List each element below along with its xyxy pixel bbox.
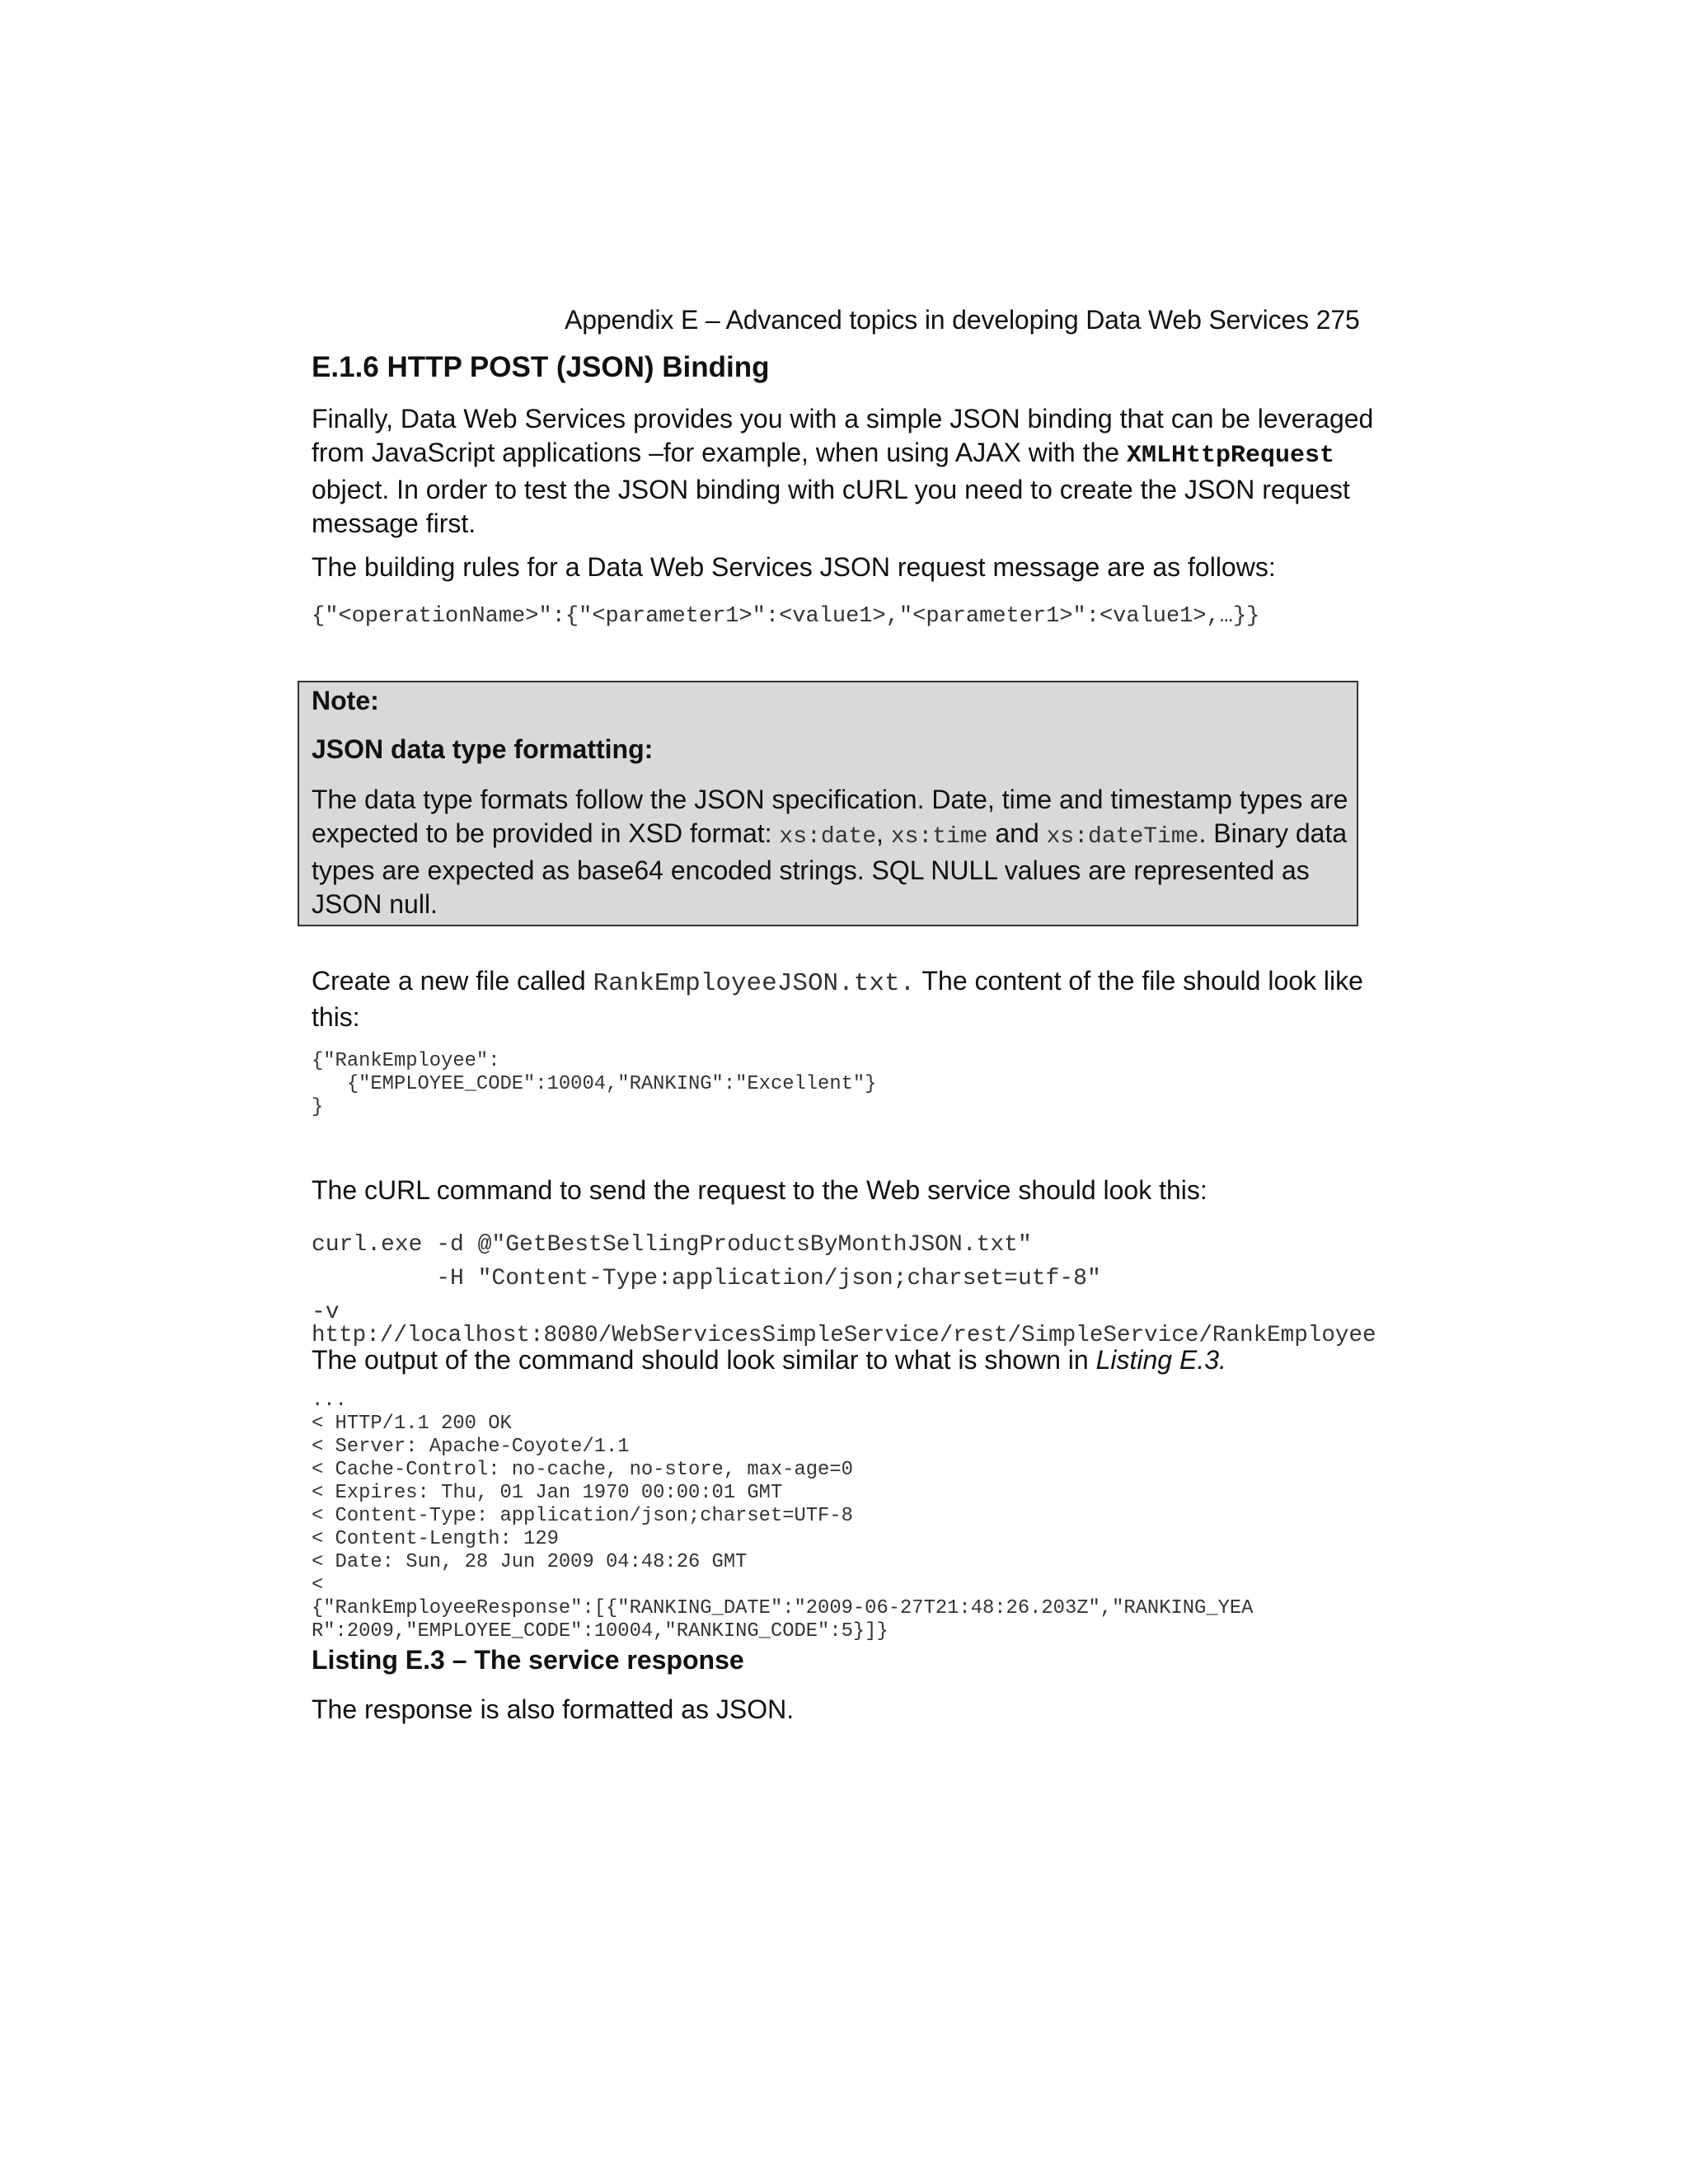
note-text <box>312 783 1350 921</box>
rule-code: {"<operationName>":{"<parameter1>":<value1>,"<parameter1>":<value1>,…}} <box>312 604 1260 629</box>
note-title: JSON data type formatting: <box>312 734 654 764</box>
curl-line-1: curl.exe -d @"GetBestSellingProductsByMonthJSON.txt" <box>312 1232 1032 1258</box>
intro-paragraph <box>312 402 1383 541</box>
note-sep-1: , <box>876 818 891 848</box>
output-intro <box>312 1343 1383 1377</box>
listing-line: {"RankEmployeeResponse":[{"RANKING_DATE":"2009-06-27T21:48:26.203Z","RANKING_YEA <box>312 1597 1254 1619</box>
section-heading: E.1.6 HTTP POST (JSON) Binding <box>312 351 770 383</box>
listing-line: R":2009,"EMPLOYEE_CODE":10004,"RANKING_CODE":5}]} <box>312 1620 889 1643</box>
listing-reference: Listing E.3. <box>1095 1345 1226 1375</box>
note-text-a: The data type formats follow the JSON specification. Date, time and timestamp types are expected to be provided in XSD format: <box>312 785 1348 848</box>
listing-line: < Date: Sun, 28 Jun 2009 04:48:26 GMT <box>312 1551 748 1573</box>
xs-time-code: xs:time <box>890 824 988 850</box>
note-sep-2: and <box>987 818 1047 848</box>
curl-line-2: -H "Content-Type:application/json;charset=utf-8" <box>312 1266 1101 1291</box>
listing-line: < HTTP/1.1 200 OK <box>312 1413 512 1435</box>
listing-line: < Server: Apache-Coyote/1.1 <box>312 1436 630 1458</box>
curl-line-4: http://localhost:8080/WebServicesSimpleService/rest/SimpleService/RankEmployee <box>312 1323 1376 1348</box>
rules-paragraph: The building rules for a Data Web Services JSON request message are as follows: <box>312 552 1276 582</box>
listing-line: < Cache-Control: no-cache, no-store, max-age=0 <box>312 1459 853 1481</box>
xs-datetime-code: xs:dateTime <box>1046 824 1199 850</box>
listing-caption: Listing E.3 – The service response <box>312 1645 744 1675</box>
curl-line-3: -v <box>312 1300 340 1325</box>
file-content-line-1: {"RankEmployee": <box>312 1050 500 1072</box>
curl-intro: The cURL command to send the request to the Web service should look this: <box>312 1175 1207 1205</box>
filename-code: RankEmployeeJSON.txt. <box>593 969 916 998</box>
file-content-line-3: } <box>312 1096 324 1118</box>
listing-line: < <box>312 1574 324 1596</box>
intro-text-b: object. In order to test the JSON binding with cURL you need to create the JSON request message first. <box>312 475 1350 538</box>
listing-line: < Expires: Thu, 01 Jan 1970 00:00:01 GMT <box>312 1482 783 1504</box>
create-file-text-b: The content of the file should look like this: <box>312 966 1363 1032</box>
listing-line: < Content-Length: 129 <box>312 1528 559 1550</box>
xmlhttprequest-code: XMLHttpRequest <box>1126 442 1334 470</box>
xs-date-code: xs:date <box>779 824 877 850</box>
create-file-text-a: Create a new file called <box>312 966 593 996</box>
output-intro-text: The output of the command should look similar to what is shown in <box>312 1345 1096 1375</box>
running-header: Appendix E – Advanced topics in developing Data Web Services 275 <box>565 305 1360 335</box>
file-content-line-2: {"EMPLOYEE_CODE":10004,"RANKING":"Excellent"} <box>312 1073 877 1095</box>
create-file-paragraph <box>312 964 1375 1034</box>
note-label: Note: <box>312 686 379 715</box>
listing-line: < Content-Type: application/json;charset=UTF-8 <box>312 1505 853 1527</box>
note-text-b: . Binary data types are expected as base64 encoded strings. SQL NULL values are represented as JSON null. <box>312 818 1348 919</box>
intro-text-a: Finally, Data Web Services provides you with a simple JSON binding that can be leveraged from JavaScript applications –for example, when using AJAX with the <box>312 404 1374 467</box>
listing-line: ... <box>312 1390 347 1412</box>
closing-paragraph: The response is also formatted as JSON. <box>312 1694 795 1724</box>
